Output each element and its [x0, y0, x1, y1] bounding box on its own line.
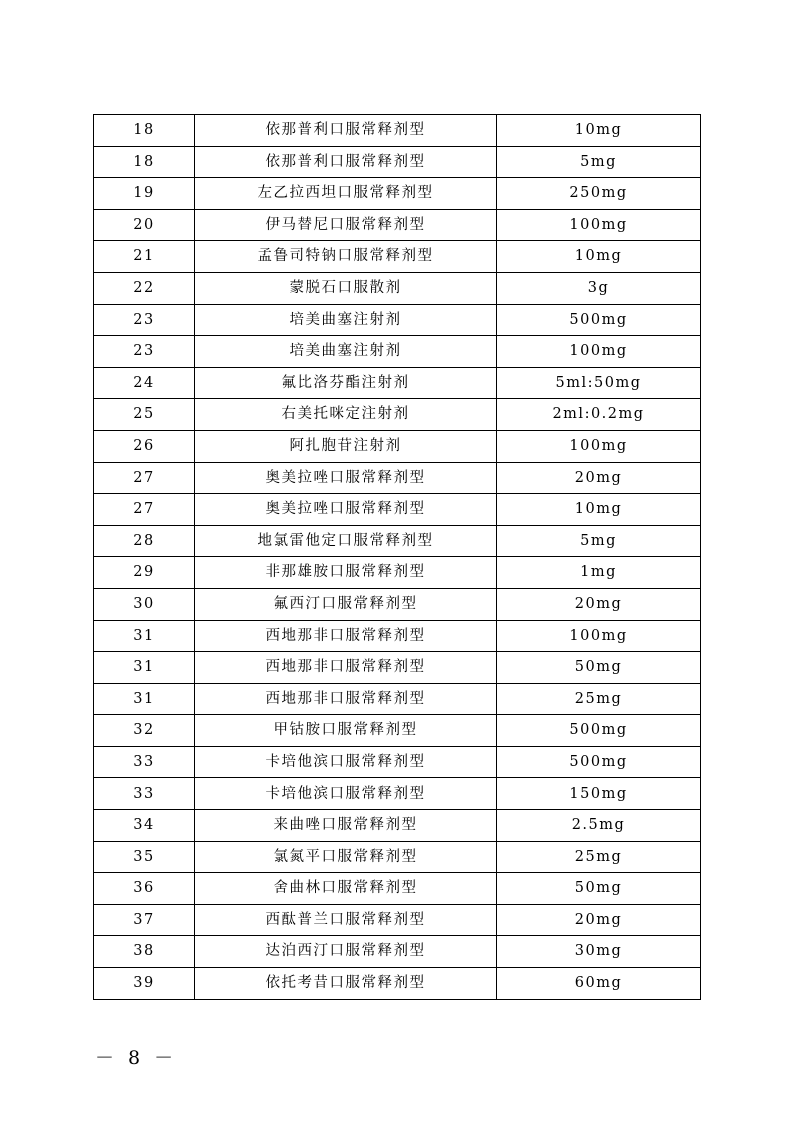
- row-number-cell: 29: [94, 557, 195, 589]
- table-row: [94, 336, 701, 368]
- specification-cell: 30mg: [497, 936, 701, 968]
- specification-cell: 2.5mg: [497, 810, 701, 842]
- table-row: [94, 778, 701, 810]
- drug-list-table: [93, 114, 701, 1000]
- drug-name-cell: 甲钴胺口服常释剂型: [195, 715, 497, 747]
- row-number-cell: 27: [94, 494, 195, 526]
- specification-cell: 20mg: [497, 588, 701, 620]
- specification-cell: 5mg: [497, 525, 701, 557]
- table-row: [94, 620, 701, 652]
- specification-cell: 25mg: [497, 841, 701, 873]
- row-number-cell: 18: [94, 115, 195, 147]
- row-number-cell: 37: [94, 904, 195, 936]
- drug-name-cell: 孟鲁司特钠口服常释剂型: [195, 241, 497, 273]
- specification-cell: 10mg: [497, 494, 701, 526]
- specification-cell: 5mg: [497, 146, 701, 178]
- row-number-cell: 33: [94, 778, 195, 810]
- specification-cell: 100mg: [497, 209, 701, 241]
- row-number-cell: 22: [94, 272, 195, 304]
- table-row: [94, 146, 701, 178]
- drug-name-cell: 西地那非口服常释剂型: [195, 620, 497, 652]
- drug-name-cell: 西酞普兰口服常释剂型: [195, 904, 497, 936]
- drug-name-cell: 来曲唑口服常释剂型: [195, 810, 497, 842]
- drug-name-cell: 非那雄胺口服常释剂型: [195, 557, 497, 589]
- drug-name-cell: 地氯雷他定口服常释剂型: [195, 525, 497, 557]
- table-row: [94, 873, 701, 905]
- drug-name-cell: 奥美拉唑口服常释剂型: [195, 462, 497, 494]
- table-row: [94, 652, 701, 684]
- table-row: [94, 115, 701, 147]
- specification-cell: 1mg: [497, 557, 701, 589]
- specification-cell: 10mg: [497, 115, 701, 147]
- table-row: [94, 683, 701, 715]
- specification-cell: 5ml:50mg: [497, 367, 701, 399]
- drug-name-cell: 依托考昔口服常释剂型: [195, 968, 497, 1000]
- row-number-cell: 34: [94, 810, 195, 842]
- table-row: [94, 557, 701, 589]
- row-number-cell: 18: [94, 146, 195, 178]
- table-row: [94, 810, 701, 842]
- drug-name-cell: 舍曲林口服常释剂型: [195, 873, 497, 905]
- specification-cell: 500mg: [497, 304, 701, 336]
- row-number-cell: 35: [94, 841, 195, 873]
- specification-cell: 50mg: [497, 652, 701, 684]
- drug-name-cell: 蒙脱石口服散剂: [195, 272, 497, 304]
- row-number-cell: 26: [94, 430, 195, 462]
- drug-name-cell: 左乙拉西坦口服常释剂型: [195, 178, 497, 210]
- row-number-cell: 21: [94, 241, 195, 273]
- table-row: [94, 525, 701, 557]
- table-row: [94, 494, 701, 526]
- row-number-cell: 24: [94, 367, 195, 399]
- specification-cell: 60mg: [497, 968, 701, 1000]
- specification-cell: 100mg: [497, 430, 701, 462]
- drug-name-cell: 卡培他滨口服常释剂型: [195, 778, 497, 810]
- row-number-cell: 23: [94, 336, 195, 368]
- specification-cell: 50mg: [497, 873, 701, 905]
- row-number-cell: 19: [94, 178, 195, 210]
- specification-cell: 3g: [497, 272, 701, 304]
- row-number-cell: 38: [94, 936, 195, 968]
- specification-cell: 500mg: [497, 715, 701, 747]
- specification-cell: 10mg: [497, 241, 701, 273]
- drug-name-cell: 西地那非口服常释剂型: [195, 683, 497, 715]
- table-row: [94, 936, 701, 968]
- specification-cell: 20mg: [497, 462, 701, 494]
- drug-name-cell: 氟比洛芬酯注射剂: [195, 367, 497, 399]
- drug-name-cell: 右美托咪定注射剂: [195, 399, 497, 431]
- table-row: [94, 904, 701, 936]
- table-row: [94, 588, 701, 620]
- drug-name-cell: 氯氮平口服常释剂型: [195, 841, 497, 873]
- table-row: [94, 968, 701, 1000]
- specification-cell: 20mg: [497, 904, 701, 936]
- table-row: [94, 367, 701, 399]
- row-number-cell: 32: [94, 715, 195, 747]
- row-number-cell: 31: [94, 652, 195, 684]
- table-row: [94, 715, 701, 747]
- drug-name-cell: 培美曲塞注射剂: [195, 336, 497, 368]
- page-number: － 8 －: [95, 1047, 178, 1069]
- drug-name-cell: 依那普利口服常释剂型: [195, 115, 497, 147]
- specification-cell: 500mg: [497, 746, 701, 778]
- specification-cell: 25mg: [497, 683, 701, 715]
- drug-name-cell: 西地那非口服常释剂型: [195, 652, 497, 684]
- row-number-cell: 33: [94, 746, 195, 778]
- table-row: [94, 272, 701, 304]
- specification-cell: 150mg: [497, 778, 701, 810]
- table-row: [94, 462, 701, 494]
- table-row: [94, 430, 701, 462]
- row-number-cell: 27: [94, 462, 195, 494]
- drug-name-cell: 阿扎胞苷注射剂: [195, 430, 497, 462]
- row-number-cell: 31: [94, 683, 195, 715]
- row-number-cell: 31: [94, 620, 195, 652]
- specification-cell: 250mg: [497, 178, 701, 210]
- drug-name-cell: 伊马替尼口服常释剂型: [195, 209, 497, 241]
- row-number-cell: 25: [94, 399, 195, 431]
- row-number-cell: 28: [94, 525, 195, 557]
- drug-name-cell: 达泊西汀口服常释剂型: [195, 936, 497, 968]
- specification-cell: 100mg: [497, 336, 701, 368]
- row-number-cell: 36: [94, 873, 195, 905]
- table-row: [94, 746, 701, 778]
- drug-name-cell: 依那普利口服常释剂型: [195, 146, 497, 178]
- table-body: [94, 115, 701, 1000]
- table-row: [94, 399, 701, 431]
- table-row: [94, 209, 701, 241]
- table-row: [94, 178, 701, 210]
- drug-name-cell: 培美曲塞注射剂: [195, 304, 497, 336]
- drug-name-cell: 卡培他滨口服常释剂型: [195, 746, 497, 778]
- specification-cell: 100mg: [497, 620, 701, 652]
- table-row: [94, 241, 701, 273]
- table-row: [94, 841, 701, 873]
- drug-name-cell: 奥美拉唑口服常释剂型: [195, 494, 497, 526]
- drug-name-cell: 氟西汀口服常释剂型: [195, 588, 497, 620]
- specification-cell: 2ml:0.2mg: [497, 399, 701, 431]
- row-number-cell: 23: [94, 304, 195, 336]
- row-number-cell: 39: [94, 968, 195, 1000]
- row-number-cell: 30: [94, 588, 195, 620]
- row-number-cell: 20: [94, 209, 195, 241]
- table-row: [94, 304, 701, 336]
